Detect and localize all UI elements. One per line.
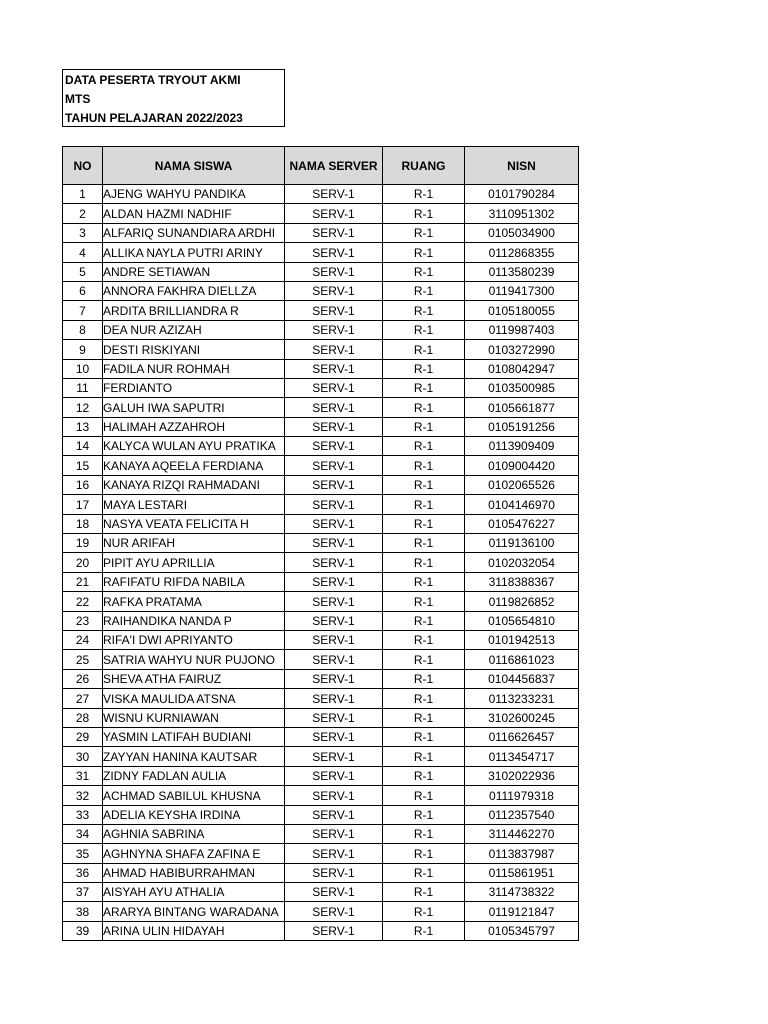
cell-no: 37 bbox=[63, 883, 103, 902]
cell-no: 10 bbox=[63, 359, 103, 378]
table-row bbox=[63, 630, 579, 649]
cell-no: 27 bbox=[63, 689, 103, 708]
cell-ruang: R-1 bbox=[383, 766, 465, 785]
cell-nama-server: SERV-1 bbox=[285, 863, 383, 882]
cell-ruang: R-1 bbox=[383, 495, 465, 514]
table-row bbox=[63, 863, 579, 882]
cell-nama-server: SERV-1 bbox=[285, 514, 383, 533]
cell-nisn: 0119417300 bbox=[465, 281, 579, 300]
cell-no: 17 bbox=[63, 495, 103, 514]
cell-nisn: 0105661877 bbox=[465, 398, 579, 417]
cell-nama-server: SERV-1 bbox=[285, 320, 383, 339]
cell-ruang: R-1 bbox=[383, 301, 465, 320]
cell-no: 11 bbox=[63, 378, 103, 397]
cell-nama-siswa: ARARYA BINTANG WARADANA bbox=[103, 902, 285, 921]
cell-ruang: R-1 bbox=[383, 243, 465, 262]
cell-nama-siswa: MAYA LESTARI bbox=[103, 495, 285, 514]
cell-no: 35 bbox=[63, 844, 103, 863]
cell-nisn: 0109004420 bbox=[465, 456, 579, 475]
cell-ruang: R-1 bbox=[383, 359, 465, 378]
table-row bbox=[63, 766, 579, 785]
cell-ruang: R-1 bbox=[383, 747, 465, 766]
cell-nama-server: SERV-1 bbox=[285, 495, 383, 514]
cell-nama-server: SERV-1 bbox=[285, 611, 383, 630]
table-row bbox=[63, 727, 579, 746]
table-row bbox=[63, 185, 579, 204]
column-header-nama-server: NAMA SERVER bbox=[285, 147, 383, 185]
table-row bbox=[63, 475, 579, 494]
cell-nisn: 3114462270 bbox=[465, 824, 579, 843]
cell-nisn: 0104456837 bbox=[465, 669, 579, 688]
cell-no: 2 bbox=[63, 204, 103, 223]
cell-ruang: R-1 bbox=[383, 281, 465, 300]
cell-ruang: R-1 bbox=[383, 883, 465, 902]
table-row bbox=[63, 572, 579, 591]
table-row bbox=[63, 223, 579, 242]
cell-nama-server: SERV-1 bbox=[285, 359, 383, 378]
cell-no: 26 bbox=[63, 669, 103, 688]
column-header-nama-siswa: NAMA SISWA bbox=[103, 147, 285, 185]
cell-no: 21 bbox=[63, 572, 103, 591]
cell-nisn: 0112868355 bbox=[465, 243, 579, 262]
cell-nama-server: SERV-1 bbox=[285, 708, 383, 727]
cell-no: 28 bbox=[63, 708, 103, 727]
table-row bbox=[63, 320, 579, 339]
cell-nama-server: SERV-1 bbox=[285, 223, 383, 242]
cell-ruang: R-1 bbox=[383, 786, 465, 805]
cell-nama-server: SERV-1 bbox=[285, 301, 383, 320]
cell-ruang: R-1 bbox=[383, 921, 465, 940]
cell-no: 24 bbox=[63, 630, 103, 649]
cell-nisn: 0102065526 bbox=[465, 475, 579, 494]
table-row bbox=[63, 398, 579, 417]
cell-nama-server: SERV-1 bbox=[285, 204, 383, 223]
cell-nama-siswa: SATRIA WAHYU NUR PUJONO bbox=[103, 650, 285, 669]
cell-no: 16 bbox=[63, 475, 103, 494]
cell-nama-server: SERV-1 bbox=[285, 902, 383, 921]
cell-nisn: 0104146970 bbox=[465, 495, 579, 514]
table-row bbox=[63, 204, 579, 223]
cell-nama-siswa: KANAYA RIZQI RAHMADANI bbox=[103, 475, 285, 494]
cell-nisn: 0113580239 bbox=[465, 262, 579, 281]
cell-nama-server: SERV-1 bbox=[285, 805, 383, 824]
column-header-ruang: RUANG bbox=[383, 147, 465, 185]
table-row bbox=[63, 437, 579, 456]
cell-nama-server: SERV-1 bbox=[285, 630, 383, 649]
cell-nama-server: SERV-1 bbox=[285, 185, 383, 204]
cell-nama-siswa: NASYA VEATA FELICITA H bbox=[103, 514, 285, 533]
cell-nama-siswa: GALUH IWA SAPUTRI bbox=[103, 398, 285, 417]
cell-nisn: 0103272990 bbox=[465, 340, 579, 359]
cell-ruang: R-1 bbox=[383, 863, 465, 882]
cell-nama-siswa: AGHNIA SABRINA bbox=[103, 824, 285, 843]
cell-nama-server: SERV-1 bbox=[285, 262, 383, 281]
cell-ruang: R-1 bbox=[383, 592, 465, 611]
cell-no: 29 bbox=[63, 727, 103, 746]
cell-nama-siswa: AHMAD HABIBURRAHMAN bbox=[103, 863, 285, 882]
cell-nisn: 0105180055 bbox=[465, 301, 579, 320]
cell-nama-siswa: ADELIA KEYSHA IRDINA bbox=[103, 805, 285, 824]
cell-no: 7 bbox=[63, 301, 103, 320]
cell-nama-siswa: NUR ARIFAH bbox=[103, 534, 285, 553]
cell-nama-siswa: FERDIANTO bbox=[103, 378, 285, 397]
cell-ruang: R-1 bbox=[383, 553, 465, 572]
cell-nama-siswa: PIPIT AYU APRILLIA bbox=[103, 553, 285, 572]
table-row bbox=[63, 650, 579, 669]
cell-no: 22 bbox=[63, 592, 103, 611]
table-row bbox=[63, 553, 579, 572]
cell-nisn: 0102032054 bbox=[465, 553, 579, 572]
cell-nama-siswa: KALYCA WULAN AYU PRATIKA bbox=[103, 437, 285, 456]
cell-nama-server: SERV-1 bbox=[285, 592, 383, 611]
cell-ruang: R-1 bbox=[383, 805, 465, 824]
cell-ruang: R-1 bbox=[383, 378, 465, 397]
cell-nama-siswa: DESTI RISKIYANI bbox=[103, 340, 285, 359]
cell-nama-server: SERV-1 bbox=[285, 243, 383, 262]
cell-no: 33 bbox=[63, 805, 103, 824]
cell-no: 13 bbox=[63, 417, 103, 436]
cell-nisn: 0105476227 bbox=[465, 514, 579, 533]
table-row bbox=[63, 824, 579, 843]
cell-nama-server: SERV-1 bbox=[285, 844, 383, 863]
cell-nama-siswa: RAFIFATU RIFDA NABILA bbox=[103, 572, 285, 591]
cell-nisn: 0105345797 bbox=[465, 921, 579, 940]
table-row bbox=[63, 243, 579, 262]
table-row bbox=[63, 301, 579, 320]
cell-nama-siswa: ARDITA BRILLIANDRA R bbox=[103, 301, 285, 320]
cell-nisn: 3110951302 bbox=[465, 204, 579, 223]
cell-nisn: 0115861951 bbox=[465, 863, 579, 882]
cell-no: 31 bbox=[63, 766, 103, 785]
cell-nama-siswa: VISKA MAULIDA ATSNA bbox=[103, 689, 285, 708]
cell-nama-siswa: KANAYA AQEELA FERDIANA bbox=[103, 456, 285, 475]
cell-nama-server: SERV-1 bbox=[285, 727, 383, 746]
cell-nama-server: SERV-1 bbox=[285, 534, 383, 553]
cell-nama-server: SERV-1 bbox=[285, 378, 383, 397]
cell-no: 19 bbox=[63, 534, 103, 553]
column-header-nisn: NISN bbox=[465, 147, 579, 185]
cell-nama-siswa: DEA NUR AZIZAH bbox=[103, 320, 285, 339]
cell-nama-siswa: ANNORA FAKHRA DIELLZA bbox=[103, 281, 285, 300]
table-row bbox=[63, 689, 579, 708]
cell-no: 1 bbox=[63, 185, 103, 204]
cell-ruang: R-1 bbox=[383, 262, 465, 281]
cell-ruang: R-1 bbox=[383, 437, 465, 456]
cell-no: 39 bbox=[63, 921, 103, 940]
cell-ruang: R-1 bbox=[383, 456, 465, 475]
cell-nama-siswa: RAFKA PRATAMA bbox=[103, 592, 285, 611]
table-row bbox=[63, 534, 579, 553]
title-line-1: DATA PESERTA TRYOUT AKMI bbox=[65, 73, 241, 87]
cell-nama-siswa: FADILA NUR ROHMAH bbox=[103, 359, 285, 378]
cell-nisn: 0119136100 bbox=[465, 534, 579, 553]
cell-nama-server: SERV-1 bbox=[285, 669, 383, 688]
table-row bbox=[63, 340, 579, 359]
table-row bbox=[63, 378, 579, 397]
cell-ruang: R-1 bbox=[383, 185, 465, 204]
cell-nama-siswa: ALDAN HAZMI NADHIF bbox=[103, 204, 285, 223]
cell-nisn: 0116626457 bbox=[465, 727, 579, 746]
cell-nama-server: SERV-1 bbox=[285, 437, 383, 456]
cell-nama-server: SERV-1 bbox=[285, 417, 383, 436]
cell-ruang: R-1 bbox=[383, 669, 465, 688]
cell-no: 32 bbox=[63, 786, 103, 805]
table-row bbox=[63, 495, 579, 514]
cell-no: 23 bbox=[63, 611, 103, 630]
cell-no: 20 bbox=[63, 553, 103, 572]
cell-nisn: 0105654810 bbox=[465, 611, 579, 630]
table-row bbox=[63, 281, 579, 300]
cell-ruang: R-1 bbox=[383, 902, 465, 921]
cell-nama-siswa: ACHMAD SABILUL KHUSNA bbox=[103, 786, 285, 805]
cell-nisn: 3118388367 bbox=[465, 572, 579, 591]
cell-nama-siswa: ARINA ULIN HIDAYAH bbox=[103, 921, 285, 940]
document-title-box bbox=[62, 69, 285, 127]
table-row bbox=[63, 611, 579, 630]
table-header-row bbox=[63, 147, 579, 185]
cell-ruang: R-1 bbox=[383, 650, 465, 669]
cell-nama-server: SERV-1 bbox=[285, 766, 383, 785]
cell-nama-siswa: ZAYYAN HANINA KAUTSAR bbox=[103, 747, 285, 766]
cell-nama-siswa: RIFA'I DWI APRIYANTO bbox=[103, 630, 285, 649]
title-line-3: TAHUN PELAJARAN 2022/2023 bbox=[65, 111, 243, 125]
cell-nama-server: SERV-1 bbox=[285, 553, 383, 572]
cell-ruang: R-1 bbox=[383, 824, 465, 843]
cell-nisn: 3102022936 bbox=[465, 766, 579, 785]
cell-nama-server: SERV-1 bbox=[285, 398, 383, 417]
cell-no: 14 bbox=[63, 437, 103, 456]
cell-nisn: 3102600245 bbox=[465, 708, 579, 727]
cell-nama-siswa: HALIMAH AZZAHROH bbox=[103, 417, 285, 436]
title-line-2: MTS bbox=[65, 92, 91, 106]
cell-no: 25 bbox=[63, 650, 103, 669]
cell-nisn: 0113837987 bbox=[465, 844, 579, 863]
cell-nisn: 0112357540 bbox=[465, 805, 579, 824]
table-row bbox=[63, 805, 579, 824]
cell-nama-server: SERV-1 bbox=[285, 572, 383, 591]
cell-ruang: R-1 bbox=[383, 844, 465, 863]
cell-nisn: 0119826852 bbox=[465, 592, 579, 611]
cell-nama-server: SERV-1 bbox=[285, 747, 383, 766]
table-row bbox=[63, 708, 579, 727]
table-row bbox=[63, 359, 579, 378]
cell-nisn: 0101942513 bbox=[465, 630, 579, 649]
cell-nama-siswa: WISNU KURNIAWAN bbox=[103, 708, 285, 727]
cell-nama-siswa: SHEVA ATHA FAIRUZ bbox=[103, 669, 285, 688]
cell-nama-siswa: AISYAH AYU ATHALIA bbox=[103, 883, 285, 902]
cell-nisn: 0108042947 bbox=[465, 359, 579, 378]
table-row bbox=[63, 747, 579, 766]
cell-nisn: 0113909409 bbox=[465, 437, 579, 456]
table-row bbox=[63, 669, 579, 688]
cell-nisn: 0119987403 bbox=[465, 320, 579, 339]
cell-nama-server: SERV-1 bbox=[285, 824, 383, 843]
cell-nama-server: SERV-1 bbox=[285, 281, 383, 300]
cell-no: 38 bbox=[63, 902, 103, 921]
cell-nama-siswa: RAIHANDIKA NANDA P bbox=[103, 611, 285, 630]
table-row bbox=[63, 262, 579, 281]
table-row bbox=[63, 786, 579, 805]
cell-ruang: R-1 bbox=[383, 475, 465, 494]
cell-ruang: R-1 bbox=[383, 320, 465, 339]
cell-nama-siswa: ALLIKA NAYLA PUTRI ARINY bbox=[103, 243, 285, 262]
table-row bbox=[63, 902, 579, 921]
cell-nama-server: SERV-1 bbox=[285, 475, 383, 494]
cell-no: 34 bbox=[63, 824, 103, 843]
cell-nisn: 0111979318 bbox=[465, 786, 579, 805]
cell-ruang: R-1 bbox=[383, 689, 465, 708]
cell-ruang: R-1 bbox=[383, 727, 465, 746]
column-header-no: NO bbox=[63, 147, 103, 185]
cell-nisn: 0105034900 bbox=[465, 223, 579, 242]
cell-nama-siswa: ALFARIQ SUNANDIARA ARDHI bbox=[103, 223, 285, 242]
cell-ruang: R-1 bbox=[383, 611, 465, 630]
cell-no: 12 bbox=[63, 398, 103, 417]
cell-ruang: R-1 bbox=[383, 708, 465, 727]
cell-nama-siswa: AGHNYNA SHAFA ZAFINA E bbox=[103, 844, 285, 863]
cell-no: 4 bbox=[63, 243, 103, 262]
cell-nisn: 3114738322 bbox=[465, 883, 579, 902]
cell-no: 5 bbox=[63, 262, 103, 281]
cell-ruang: R-1 bbox=[383, 340, 465, 359]
cell-nisn: 0119121847 bbox=[465, 902, 579, 921]
cell-ruang: R-1 bbox=[383, 223, 465, 242]
cell-ruang: R-1 bbox=[383, 514, 465, 533]
cell-ruang: R-1 bbox=[383, 398, 465, 417]
table-row bbox=[63, 883, 579, 902]
table-body bbox=[63, 185, 579, 941]
cell-no: 9 bbox=[63, 340, 103, 359]
cell-nisn: 0103500985 bbox=[465, 378, 579, 397]
cell-no: 18 bbox=[63, 514, 103, 533]
participant-table bbox=[62, 146, 579, 941]
cell-no: 6 bbox=[63, 281, 103, 300]
cell-nisn: 0113454717 bbox=[465, 747, 579, 766]
cell-nama-siswa: YASMIN LATIFAH BUDIANI bbox=[103, 727, 285, 746]
cell-nisn: 0113233231 bbox=[465, 689, 579, 708]
cell-nama-server: SERV-1 bbox=[285, 883, 383, 902]
cell-no: 15 bbox=[63, 456, 103, 475]
table-row bbox=[63, 456, 579, 475]
table-row bbox=[63, 592, 579, 611]
cell-ruang: R-1 bbox=[383, 572, 465, 591]
cell-nisn: 0105191256 bbox=[465, 417, 579, 436]
cell-nama-server: SERV-1 bbox=[285, 786, 383, 805]
cell-nama-server: SERV-1 bbox=[285, 650, 383, 669]
cell-nama-server: SERV-1 bbox=[285, 921, 383, 940]
cell-nisn: 0101790284 bbox=[465, 185, 579, 204]
cell-nama-siswa: ZIDNY FADLAN AULIA bbox=[103, 766, 285, 785]
cell-no: 36 bbox=[63, 863, 103, 882]
cell-no: 3 bbox=[63, 223, 103, 242]
cell-no: 30 bbox=[63, 747, 103, 766]
table-row bbox=[63, 844, 579, 863]
cell-ruang: R-1 bbox=[383, 417, 465, 436]
cell-nisn: 0116861023 bbox=[465, 650, 579, 669]
cell-nama-siswa: ANDRE SETIAWAN bbox=[103, 262, 285, 281]
cell-no: 8 bbox=[63, 320, 103, 339]
table-row bbox=[63, 417, 579, 436]
table-row bbox=[63, 514, 579, 533]
cell-nama-server: SERV-1 bbox=[285, 340, 383, 359]
cell-nama-server: SERV-1 bbox=[285, 689, 383, 708]
table-row bbox=[63, 921, 579, 940]
cell-ruang: R-1 bbox=[383, 630, 465, 649]
cell-nama-server: SERV-1 bbox=[285, 456, 383, 475]
cell-ruang: R-1 bbox=[383, 534, 465, 553]
cell-ruang: R-1 bbox=[383, 204, 465, 223]
cell-nama-siswa: AJENG WAHYU PANDIKA bbox=[103, 185, 285, 204]
